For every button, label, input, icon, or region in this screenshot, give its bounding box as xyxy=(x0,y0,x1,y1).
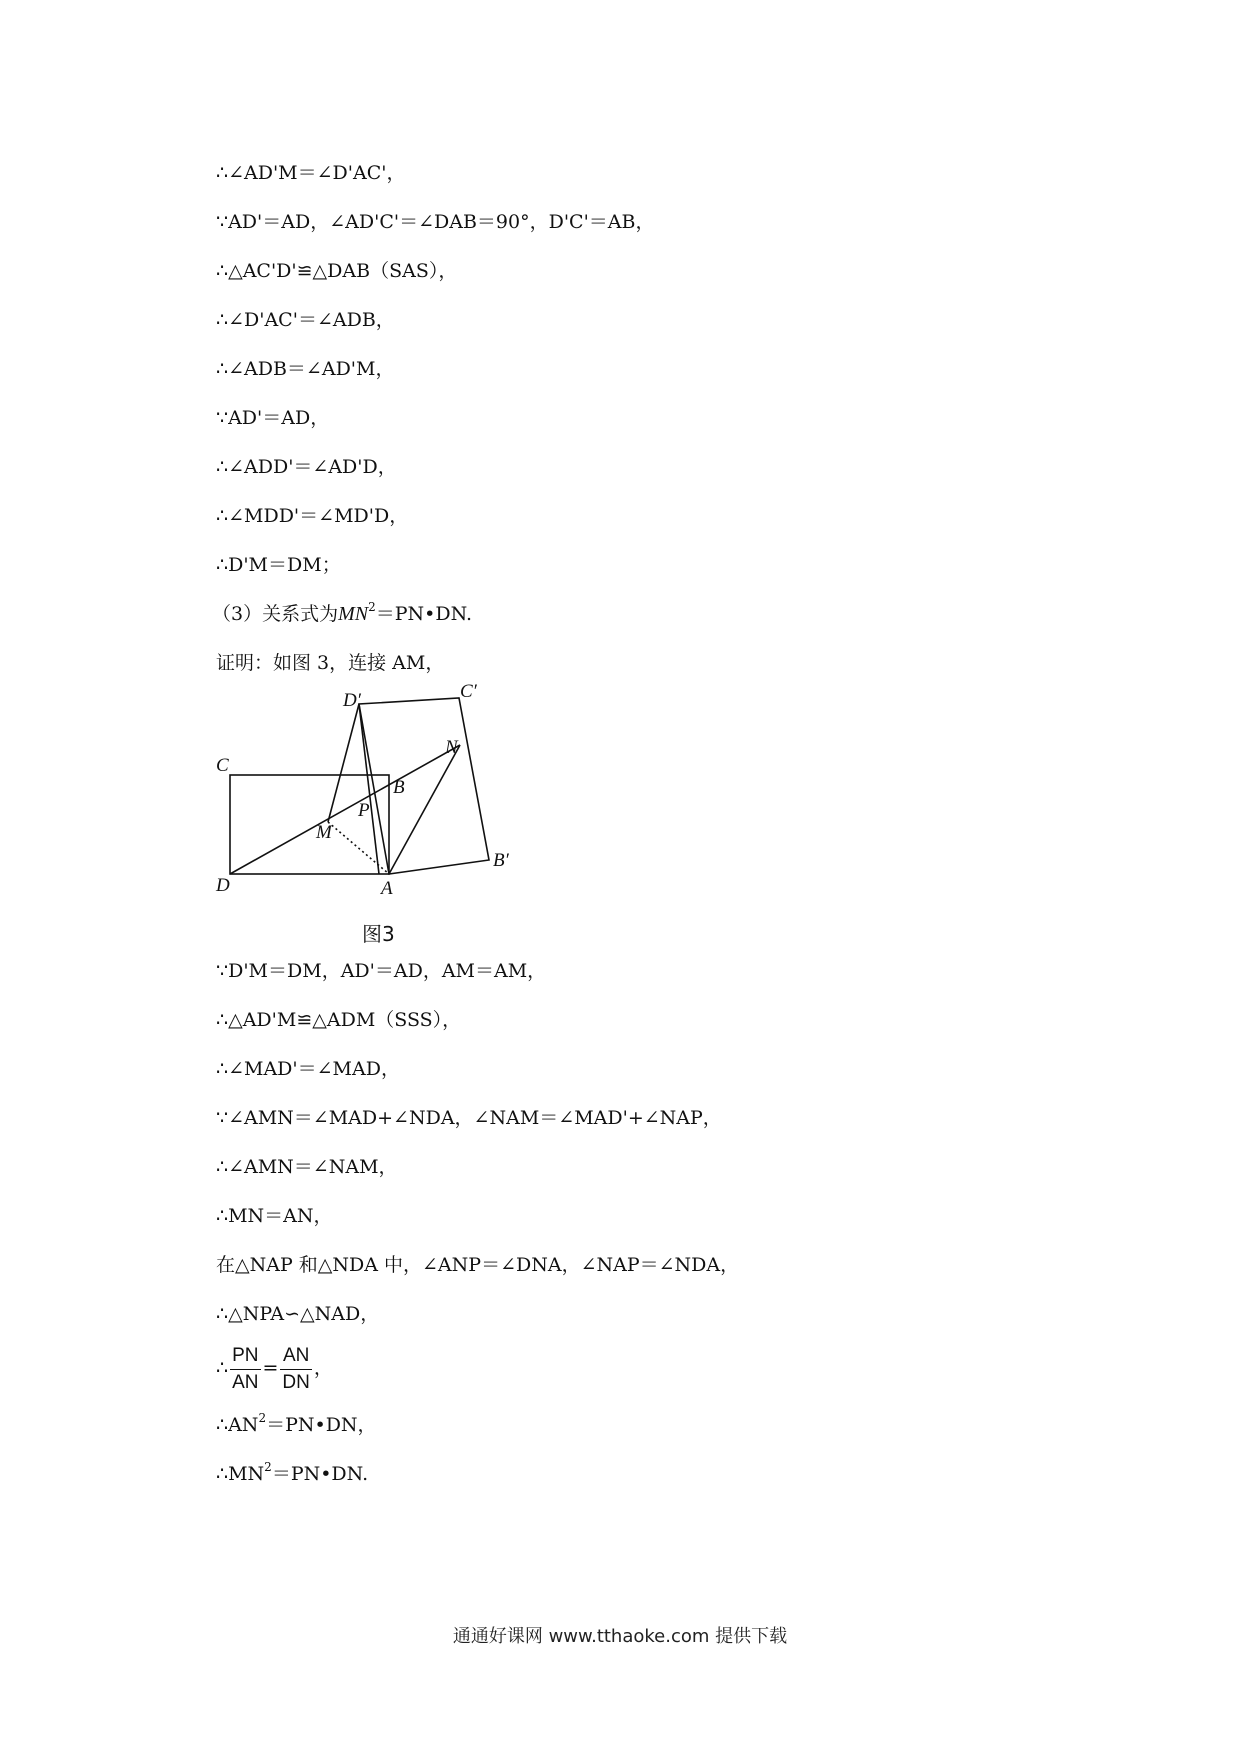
page-footer: 通通好课网 www.tthaoke.com 提供下载 xyxy=(452,1626,788,1647)
mn-squared-exponent: 2 xyxy=(264,1460,272,1474)
proof-line-21 xyxy=(216,1412,377,1438)
rectangle-abcd xyxy=(230,775,389,874)
proof-line-17: ∴MN＝AN， xyxy=(216,1205,333,1227)
proof-line-7: ∴∠ADD'＝∠AD'D， xyxy=(216,456,397,478)
label-c-prime: C′ xyxy=(460,683,477,702)
proof-line-14: ∴∠MAD'＝∠MAD， xyxy=(216,1058,400,1080)
fraction-equals: = xyxy=(262,1357,279,1379)
label-b-prime: B′ xyxy=(493,850,509,871)
proof-line-22 xyxy=(216,1461,368,1487)
proof-line-5: ∴∠ADB＝∠AD'M， xyxy=(216,358,395,380)
an-squared-exponent: 2 xyxy=(258,1411,267,1425)
label-a: A xyxy=(381,878,393,899)
proof-line-6: ∵AD'＝AD， xyxy=(216,407,330,429)
segment-d-prime-d xyxy=(359,704,379,874)
segment-dn xyxy=(230,745,460,874)
proof-line-2: ∵AD'＝AD，∠AD'C'＝∠DAB＝90°，D'C'＝AB， xyxy=(216,211,655,233)
square-ab-c-d xyxy=(359,698,489,874)
proof-line-15: ∵∠AMN＝∠MAD+∠NDA，∠NAM＝∠MAD'+∠NAP， xyxy=(216,1107,722,1129)
proof-line-18: 在△NAP 和△NDA 中，∠ANP＝∠DNA，∠NAP＝∠NDA， xyxy=(216,1254,740,1276)
part3-mn: MN xyxy=(338,603,369,625)
mn-squared-rhs: ＝PN•DN. xyxy=(271,1463,369,1485)
fraction-prefix: ∴ xyxy=(216,1357,229,1379)
proof-line-19: ∴△NPA∽△NAD， xyxy=(216,1303,380,1325)
geometry-figure xyxy=(210,683,530,923)
fraction-2-denominator: DN xyxy=(282,1371,310,1393)
fraction-1-numerator: PN xyxy=(230,1343,260,1370)
proof-line-16: ∴∠AMN＝∠NAM， xyxy=(216,1156,398,1178)
proof-line-12: ∵D'M＝DM，AD'＝AD，AM＝AM， xyxy=(216,960,547,982)
label-m: M xyxy=(316,822,332,843)
fraction-2-numerator: AN xyxy=(280,1343,311,1370)
part3-rhs: ＝PN•DN. xyxy=(375,603,473,625)
part3-exponent: 2 xyxy=(368,600,376,614)
an-squared-rhs: ＝PN•DN， xyxy=(266,1414,377,1436)
label-n: N xyxy=(445,737,458,758)
figure-caption: 图3 xyxy=(362,922,395,946)
label-c: C xyxy=(216,755,229,776)
an-squared-base: ∴AN xyxy=(216,1414,259,1436)
mn-squared-base: ∴MN xyxy=(216,1463,265,1485)
proof-line-8: ∴∠MDD'＝∠MD'D， xyxy=(216,505,409,527)
proof-line-3: ∴△AC'D'≌△DAB（SAS）， xyxy=(216,260,458,282)
proof-intro: 证明：如图 3，连接 AM， xyxy=(216,652,445,674)
label-d-prime: D′ xyxy=(343,690,361,711)
fraction-1-denominator: AN xyxy=(232,1371,259,1393)
fraction-pn-an xyxy=(230,1343,260,1396)
part3-relation xyxy=(212,601,472,627)
part3-prefix: （3）关系式为 xyxy=(212,603,339,625)
proof-line-9: ∴D'M＝DM； xyxy=(216,554,341,576)
label-d: D xyxy=(216,875,230,896)
label-b: B xyxy=(393,777,405,798)
proof-line-1: ∴∠AD'M＝∠D'AC'， xyxy=(216,162,406,184)
segment-am-dotted xyxy=(328,822,389,874)
proof-line-13: ∴△AD'M≌△ADM（SSS）， xyxy=(216,1009,462,1031)
proof-line-4: ∴∠D'AC'＝∠ADB， xyxy=(216,309,395,331)
fraction-line xyxy=(216,1340,333,1396)
fraction-suffix: ， xyxy=(313,1357,333,1379)
label-p: P xyxy=(358,800,370,821)
fraction-an-dn xyxy=(280,1343,311,1396)
